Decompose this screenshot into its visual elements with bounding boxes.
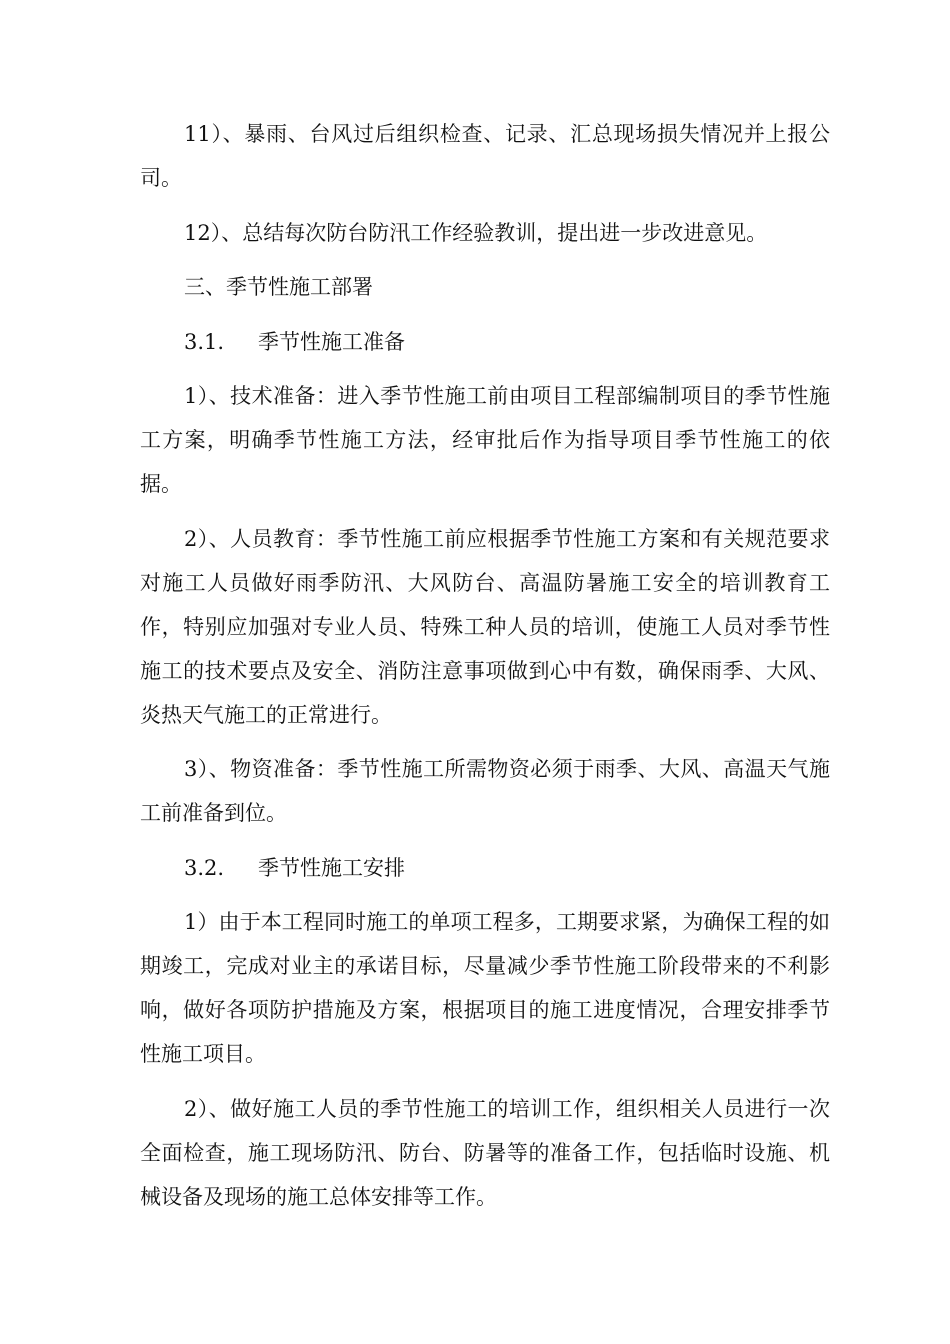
paragraph-arrangement-2: 2）、做好施工人员的季节性施工的培训工作，组织相关人员进行一次全面检查，施工现场防汛、防台、防暑等的准备工作，包括临时设施、机械设备及现场的施工总体安排等工作。 bbox=[140, 1096, 830, 1209]
paragraph-technical-preparation: 1）、技术准备：进入季节性施工前由项目工程部编制项目的季节性施工方案，明确季节性施工方法，经审批后作为指导项目季节性施工的依据。 bbox=[140, 384, 830, 496]
subsection-title: 季节性施工准备 bbox=[258, 329, 405, 354]
paragraph-material-preparation: 3）、物资准备：季节性施工所需物资必须于雨季、大风、高温天气施工前准备到位。 bbox=[140, 757, 830, 825]
subsection-number: 3.2. bbox=[184, 855, 225, 880]
subsection-heading-3-2 bbox=[140, 846, 830, 890]
paragraph-item-12: 12）、总结每次防台防汛工作经验教训，提出进一步改进意见。 bbox=[184, 220, 768, 245]
document-body bbox=[140, 112, 830, 1229]
paragraph-personnel-education: 2）、人员教育：季节性施工前应根据季节性施工方案和有关规范要求对施工人员做好雨季防汛、大风防台、高温防暑施工安全的培训教育工作，特别应加强对专业人员、特殊工种人员的培训，使施工人员对季节性施工的技术要点及安全、消防注意事项做到心中有数，确保雨季、大风、炎热天气施工的正常进行。 bbox=[140, 526, 830, 727]
subsection-number: 3.1. bbox=[184, 329, 225, 354]
subsection-title: 季节性施工安排 bbox=[258, 855, 405, 880]
paragraph-arrangement-1: 1）由于本工程同时施工的单项工程多，工期要求紧，为确保工程的如期竣工，完成对业主的承诺目标，尽量减少季节性施工阶段带来的不利影响，做好各项防护措施及方案，根据项目的施工进度情况，合理安排季节性施工项目。 bbox=[140, 910, 830, 1066]
paragraph-item-11: 11）、暴雨、台风过后组织检查、记录、汇总现场损失情况并上报公司。 bbox=[140, 122, 830, 190]
section-heading-3: 三、季节性施工部署 bbox=[184, 275, 373, 299]
subsection-heading-3-1 bbox=[140, 320, 830, 364]
